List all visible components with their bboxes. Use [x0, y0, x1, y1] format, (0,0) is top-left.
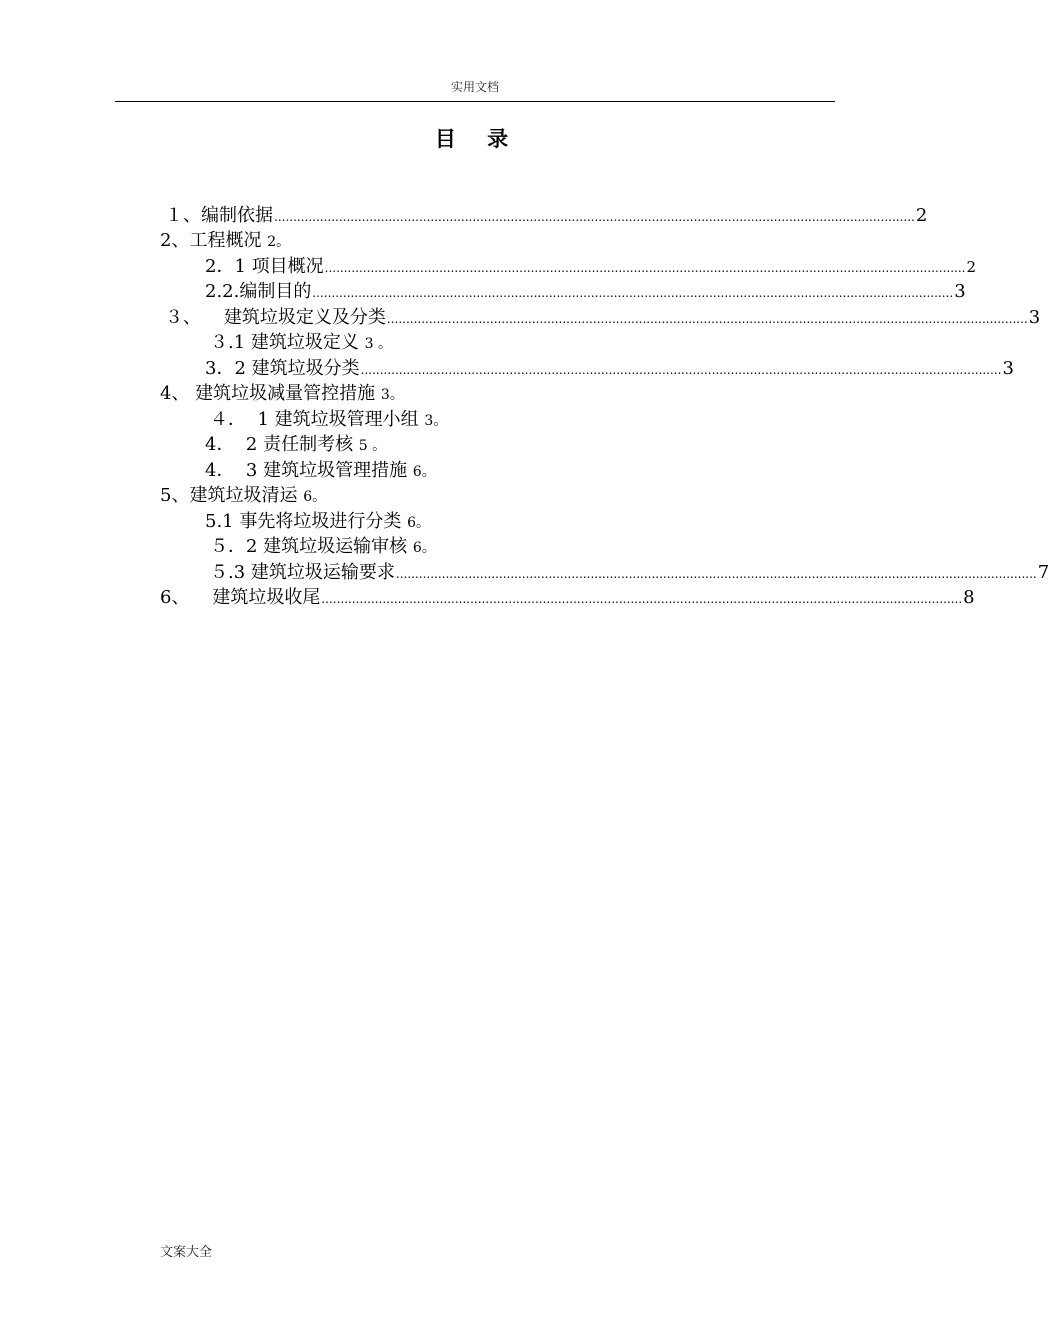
toc-page-number: 3	[1002, 358, 1014, 379]
dot-leader: ........................................................................................................................................................................	[312, 286, 954, 300]
toc-title: 目 录	[434, 127, 521, 151]
toc-entry-4-1[interactable]	[210, 408, 447, 432]
page-footer: 文案大全	[160, 1245, 213, 1260]
toc-entry-label: 6、 建筑垃圾收尾	[160, 587, 321, 608]
toc-entry-2[interactable]	[160, 229, 290, 253]
toc-page-number: 2	[966, 258, 977, 276]
toc-page-number: 3 。	[364, 336, 392, 352]
toc-entry-label: 2.2.编制目的	[205, 281, 312, 302]
toc-entry-2-1[interactable]	[205, 255, 977, 279]
header-rule	[115, 101, 835, 102]
toc-entry-3-1[interactable]	[210, 331, 392, 355]
toc-entry-5-2[interactable]	[210, 535, 436, 559]
toc-page-number: 5 。	[358, 438, 387, 454]
toc-entry-5[interactable]	[160, 484, 326, 508]
page-header: 实用文档	[450, 80, 499, 94]
toc-entry-3-2[interactable]	[205, 357, 1014, 381]
toc-page-number: 3	[954, 281, 966, 302]
dot-leader: ........................................................................................................................................................................	[321, 592, 963, 606]
dot-leader: ........................................................................................................................................................................	[324, 261, 966, 275]
dot-leader: ........................................................................................................................................................................	[360, 363, 1002, 377]
toc-entry-6[interactable]	[160, 586, 975, 610]
toc-entry-3[interactable]	[165, 306, 1041, 330]
toc-entry-label: ３、 建筑垃圾定义及分类	[165, 307, 386, 328]
toc-entry-4-2[interactable]	[205, 433, 386, 457]
toc-page-number: 2。	[267, 234, 291, 250]
toc-page-number: 3。	[380, 387, 404, 403]
toc-page-number: 6。	[412, 464, 436, 480]
toc-page-number: 8	[963, 587, 975, 608]
toc-page-number: 3。	[424, 413, 448, 429]
toc-entry-label: ５.3 建筑垃圾运输要求	[210, 562, 395, 583]
dot-leader: ........................................................................................................................................................................	[274, 210, 915, 224]
toc-entry-label: 3．2 建筑垃圾分类	[205, 358, 360, 379]
toc-entry-2-2[interactable]	[205, 280, 966, 304]
toc-page-number: 7	[1037, 562, 1049, 583]
toc-entry-4-3[interactable]	[205, 459, 436, 483]
toc-entry-label: 4． 2 责任制考核	[205, 434, 359, 455]
toc-entry-label: 5.1 事先将垃圾进行分类	[205, 511, 408, 532]
toc-entry-label: ３.1 建筑垃圾定义	[210, 332, 365, 353]
toc-entry-5-1[interactable]	[205, 510, 430, 534]
toc-entry-label: 5、建筑垃圾清运	[160, 485, 304, 506]
toc-entry-label: ４． 1 建筑垃圾管理小组	[210, 409, 425, 430]
toc-page-number: 6。	[407, 515, 430, 531]
toc-entry-4[interactable]	[160, 382, 404, 406]
toc-entry-label: ５．2 建筑垃圾运输审核	[210, 536, 413, 557]
toc-page-number: 6。	[412, 540, 436, 556]
toc-entry-label: 4． 3 建筑垃圾管理措施	[205, 460, 413, 481]
toc-entry-label: 2、工程概况	[160, 230, 268, 251]
toc-page-number: 3	[1028, 307, 1041, 328]
toc-page-number: 6。	[303, 489, 327, 505]
dot-leader: ........................................................................................................................................................................	[386, 312, 1028, 326]
toc-entry-5-3[interactable]	[210, 561, 1049, 585]
dot-leader: ........................................................................................................................................................................	[395, 567, 1037, 581]
toc-entry-label: 4、 建筑垃圾减量管控措施	[160, 383, 381, 404]
toc-entry-label: １、编制依据	[165, 205, 273, 226]
toc-entry-label: 2．1 项目概况	[205, 256, 324, 277]
toc-page-number: 2	[915, 205, 928, 226]
toc-entry-1[interactable]	[165, 204, 928, 228]
